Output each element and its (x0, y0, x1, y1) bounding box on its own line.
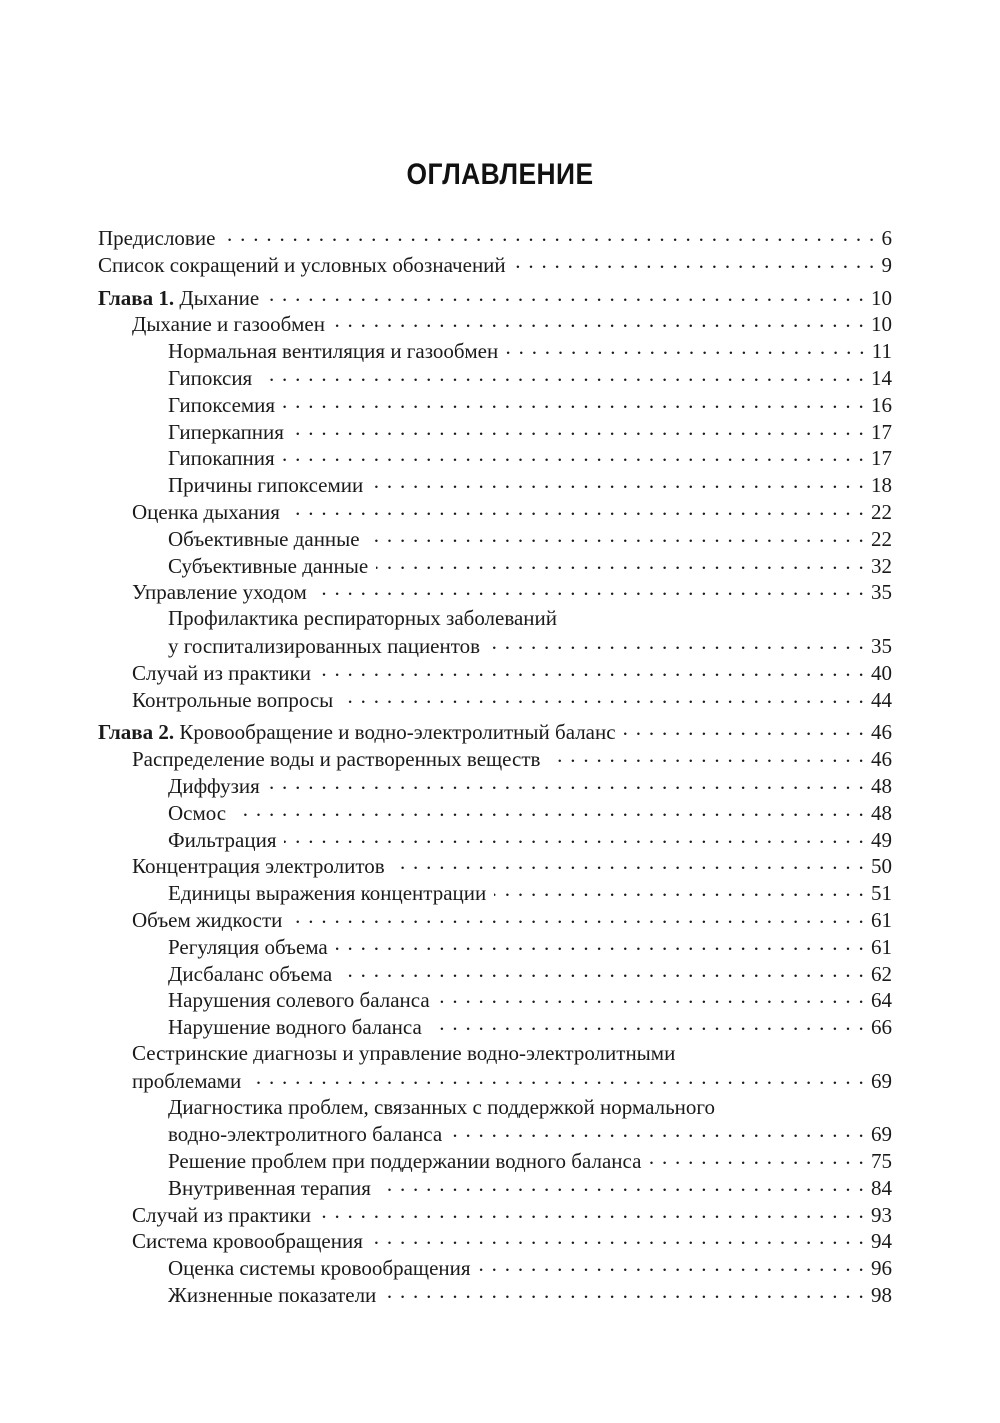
dot-leader (430, 1013, 865, 1034)
toc-entry-title: Гипоксемия (168, 392, 276, 417)
toc-entry-title: Список сокращений и условных обозначений (98, 252, 506, 277)
toc-entry (98, 418, 892, 445)
dot-leader (267, 284, 865, 305)
chapter-label: Глава 2. (98, 720, 175, 745)
toc-entry-title: Нарушение водного баланса (168, 1015, 422, 1040)
dot-leader (249, 1067, 865, 1088)
toc-entry-title: Осмос (168, 800, 227, 825)
toc-entry-title: Гипоксия (168, 365, 253, 390)
toc-entry (98, 364, 892, 391)
toc-entry (98, 826, 892, 853)
page-number: 44 (871, 687, 892, 712)
toc-entry (98, 632, 892, 659)
toc-entry (98, 284, 892, 311)
toc-entry (98, 224, 892, 251)
toc-entry-title: Оценка системы кровообращения (168, 1256, 471, 1281)
page-number: 18 (871, 473, 892, 498)
dot-leader (288, 498, 865, 519)
toc-entry (98, 1040, 892, 1067)
toc-entry-title: Объем жидкости (132, 907, 283, 932)
toc-entry-title: Причины гипоксемии (168, 473, 364, 498)
dot-leader (450, 1120, 865, 1141)
page-number: 17 (871, 419, 892, 444)
toc-entry-title: Регуляция объема (168, 934, 328, 959)
toc-entry-title: Нарушения солевого баланса (168, 988, 430, 1013)
chapter-title: Кровообращение и водно-электролитный баланс (179, 720, 616, 745)
toc-entry (98, 686, 892, 713)
page-number: 49 (871, 827, 892, 852)
dot-leader (290, 906, 865, 927)
dot-leader (393, 852, 865, 873)
toc-entry-title: Управление уходом (132, 580, 307, 605)
toc-entry-title: Распределение воды и растворенных веществ (132, 747, 541, 772)
toc-entry-title: Система кровообращения (132, 1229, 363, 1254)
toc-entry (98, 605, 892, 632)
toc-entry (98, 772, 892, 799)
dot-leader (283, 391, 865, 412)
toc-entry-title: водно-электролитного баланса (168, 1122, 443, 1147)
toc-entry-title: Гипокапния (168, 446, 275, 471)
toc-entry (98, 444, 892, 471)
toc-entry (98, 391, 892, 418)
dot-leader (223, 224, 875, 245)
toc-entry (98, 471, 892, 498)
page-number: 93 (871, 1202, 892, 1227)
dot-leader (548, 745, 865, 766)
dot-leader (268, 772, 865, 793)
toc-entry-title: Профилактика респираторных заболеваний (168, 606, 558, 631)
dot-leader (336, 933, 865, 954)
chapter-label: Глава 1. (98, 285, 175, 310)
toc-entry (98, 960, 892, 987)
toc-entry-title: Единицы выражения концентрации (168, 881, 487, 906)
toc-entry-title: Дисбаланс объема (168, 961, 333, 986)
page-number: 64 (871, 988, 892, 1013)
page-number: 61 (871, 907, 892, 932)
toc-entry-title: Случай из практики (132, 1202, 311, 1227)
dot-leader (319, 659, 865, 680)
toc-entry (98, 1174, 892, 1201)
page-number: 6 (881, 226, 892, 250)
toc-entry (98, 1013, 892, 1040)
page-number: 35 (871, 580, 892, 605)
toc-entry (98, 906, 892, 933)
page-number: 46 (871, 747, 892, 772)
toc-entry-title: Жизненные показатели (168, 1283, 377, 1308)
toc-entry-title: Концентрация электролитов (132, 854, 385, 879)
toc-entry (98, 933, 892, 960)
dot-leader (234, 799, 865, 820)
dot-leader (319, 1201, 865, 1222)
toc-entry (98, 337, 892, 364)
page-number: 66 (871, 1015, 892, 1040)
dot-leader (494, 879, 865, 900)
toc-entry (98, 310, 892, 337)
page-number: 75 (871, 1149, 892, 1174)
page-number: 46 (871, 720, 892, 745)
page-number: 94 (871, 1229, 892, 1254)
toc-entry (98, 718, 892, 745)
page-number: 96 (871, 1256, 892, 1281)
page-title: ОГЛАВЛЕНИЕ (406, 158, 594, 191)
toc-entry-title: у госпитализированных пациентов (168, 633, 481, 658)
page-number: 16 (871, 392, 892, 417)
dot-leader (341, 686, 865, 707)
toc-entry (98, 552, 892, 579)
dot-leader (371, 471, 865, 492)
toc-entry (98, 1281, 892, 1308)
toc-entry-title: Диффузия (168, 773, 260, 798)
dot-leader (292, 418, 865, 439)
toc-entry (98, 879, 892, 906)
toc-entry-title: Диагностика проблем, связанных с поддержкой нормального (168, 1094, 715, 1119)
page-number: 61 (871, 934, 892, 959)
dot-leader (514, 251, 876, 272)
table-of-contents (98, 224, 892, 1308)
page-number: 50 (871, 854, 892, 879)
page-number: 35 (871, 633, 892, 658)
page-number: 62 (871, 961, 892, 986)
toc-entry-title: Контрольные вопросы (132, 687, 334, 712)
toc-entry (98, 745, 892, 772)
toc-entry (98, 1201, 892, 1228)
toc-entry (98, 1120, 892, 1147)
toc-entry (98, 659, 892, 686)
page-number: 9 (881, 252, 892, 277)
page-number: 98 (871, 1283, 892, 1308)
page-number: 51 (871, 881, 892, 906)
toc-entry-title: Оценка дыхания (132, 499, 280, 524)
page-number: 17 (871, 446, 892, 471)
toc-entry (98, 1227, 892, 1254)
page-number: 10 (871, 285, 892, 310)
page-number: 48 (871, 800, 892, 825)
toc-entry (98, 986, 892, 1013)
toc-entry (98, 1094, 892, 1121)
toc-entry (98, 498, 892, 525)
dot-leader (333, 310, 865, 331)
dot-leader (371, 1227, 865, 1248)
page-number: 14 (871, 365, 892, 390)
dot-leader (479, 1254, 865, 1275)
dot-leader (368, 525, 865, 546)
toc-entry-title: Случай из практики (132, 660, 311, 685)
toc-entry (98, 578, 892, 605)
page-number: 69 (871, 1122, 892, 1147)
dot-leader (379, 1174, 865, 1195)
toc-entry-title: Сестринские диагнозы и управление водно-электролитными (132, 1040, 676, 1065)
toc-entry (98, 525, 892, 552)
toc-entry (98, 1147, 892, 1174)
dot-leader (649, 1147, 865, 1168)
toc-entry (98, 852, 892, 879)
toc-entry-title: Субъективные данные (168, 553, 369, 578)
toc-entry-title: Нормальная вентиляция и газообмен (168, 339, 499, 364)
dot-leader (260, 364, 865, 385)
toc-entry-title: Решение проблем при поддержании водного баланса (168, 1149, 642, 1174)
dot-leader (384, 1281, 865, 1302)
toc-entry-title: Предисловие (98, 226, 216, 250)
toc-entry-title: проблемами (132, 1068, 242, 1093)
toc-entry-title: Внутривенная терапия (168, 1175, 371, 1200)
toc-entry (98, 251, 892, 278)
page-number: 22 (871, 526, 892, 551)
dot-leader (283, 444, 865, 465)
page-number: 84 (871, 1175, 892, 1200)
page-number: 48 (871, 773, 892, 798)
toc-entry (98, 799, 892, 826)
toc-entry-title (98, 719, 616, 746)
page-number: 10 (871, 312, 892, 337)
dot-leader (488, 632, 865, 653)
toc-entry (98, 1067, 892, 1094)
toc-entry (98, 1254, 892, 1281)
dot-leader (315, 578, 865, 599)
dot-leader (506, 337, 866, 358)
dot-leader (376, 552, 865, 573)
dot-leader (340, 960, 865, 981)
dot-leader (624, 718, 865, 739)
dot-leader (284, 826, 865, 847)
page-number: 69 (871, 1068, 892, 1093)
page-number: 22 (871, 499, 892, 524)
toc-entry-title: Гиперкапния (168, 419, 284, 444)
toc-entry-title: Фильтрация (168, 827, 277, 852)
dot-leader (438, 986, 865, 1007)
toc-entry-title (98, 285, 259, 312)
toc-entry-title: Дыхание и газообмен (132, 312, 325, 337)
page-number: 11 (871, 339, 892, 364)
chapter-title: Дыхание (179, 285, 260, 310)
page-number: 40 (871, 660, 892, 685)
toc-entry-title: Объективные данные (168, 526, 360, 551)
page-number: 32 (871, 553, 892, 578)
